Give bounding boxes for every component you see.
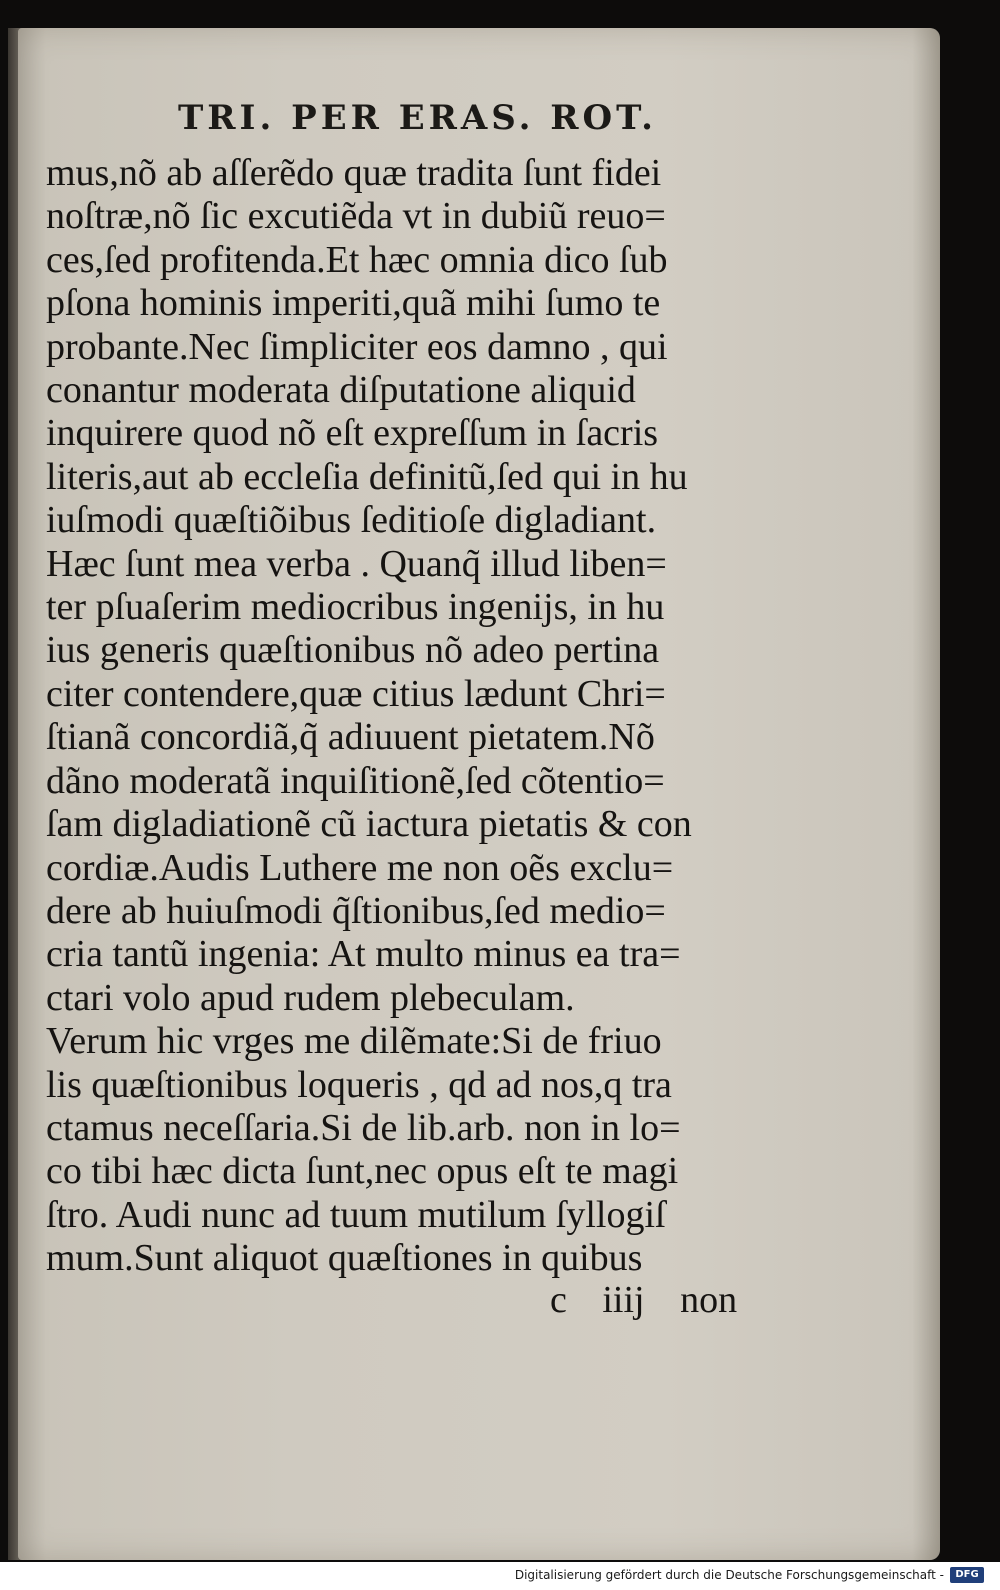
text-line: iuſmodi quæſtiõibus ſeditioſe digladiant. [46,499,657,542]
text-line: conantur moderata diſputatione aliquid [46,369,636,412]
digitization-footer [0,1562,1000,1590]
text-line: ſam digladiationẽ cũ iactura pietatis & con [46,803,692,846]
text-line: ſtianã concordiã,q̃ adiuuent pietatem.Nõ [46,716,655,759]
text-line: dere ab huiuſmodi q̃ſtionibus,ſed medio= [46,889,666,932]
dfg-logo-icon: DFG [950,1567,984,1583]
text-line: lis quæſtionibus loqueris , qd ad nos,q tra [46,1063,672,1106]
funding-credit: Digitalisierung gefördert durch die Deutsche Forschungsgemeinschaft - [514,1568,944,1582]
text-line: ces,ſed profitenda.Et hæc omnia dico ſub [46,238,668,281]
text-line: citer contendere,quæ citius lædunt Chri= [46,672,666,715]
text-line: cordiæ.Audis Luthere me non oẽs exclu= [46,846,674,889]
text-line: ctamus neceſſaria.Si de lib.arb. non in lo= [46,1106,681,1149]
text-line: ctari volo apud rudem plebeculam. [46,976,575,1019]
text-line: probante.Nec ſimpliciter eos damno , qui [46,325,668,368]
text-line: ius generis quæſtionibus nõ adeo pertina [46,629,660,672]
signature-mark: c iiij [550,1279,645,1321]
text-line: cria tantũ ingenia: At multo minus ea tra= [46,933,681,976]
text-line: ſtro. Audi nunc ad tuum mutilum ſyllogiſ [46,1193,666,1236]
text-line: mum.Sunt aliquot quæſtiones in quibus [46,1237,643,1280]
body-text [46,152,766,1281]
signature-catchword-line [550,1278,737,1322]
text-line: noſtræ,nõ ſic excutiẽda vt in dubiũ reuo= [46,195,666,238]
running-head: TRI. PER ERAS. ROT. [178,98,657,138]
text-line: inquirere quod nõ eſt expreſſum in ſacris [46,412,659,455]
text-line: literis,aut ab eccleſia definitũ,ſed qui in hu [46,455,688,498]
text-line: Hæc ſunt mea verba . Quanq̃ illud liben= [46,542,667,585]
text-line: ter pſuaſerim mediocribus ingenijs, in hu [46,586,665,629]
text-line: Verum hic vrges me dilẽmate:Si de friuo [46,1020,662,1063]
catchword: non [680,1279,738,1321]
text-line: pſona hominis imperiti,quã mihi ſumo te [46,282,661,325]
text-line: co tibi hæc dicta ſunt,nec opus eſt te magi [46,1150,679,1193]
text-line: mus,nõ ab aſſerẽdo quæ tradita ſunt fidei [46,152,662,194]
text-line: dãno moderatã inquiſitionẽ,ſed cõtentio= [46,759,665,802]
